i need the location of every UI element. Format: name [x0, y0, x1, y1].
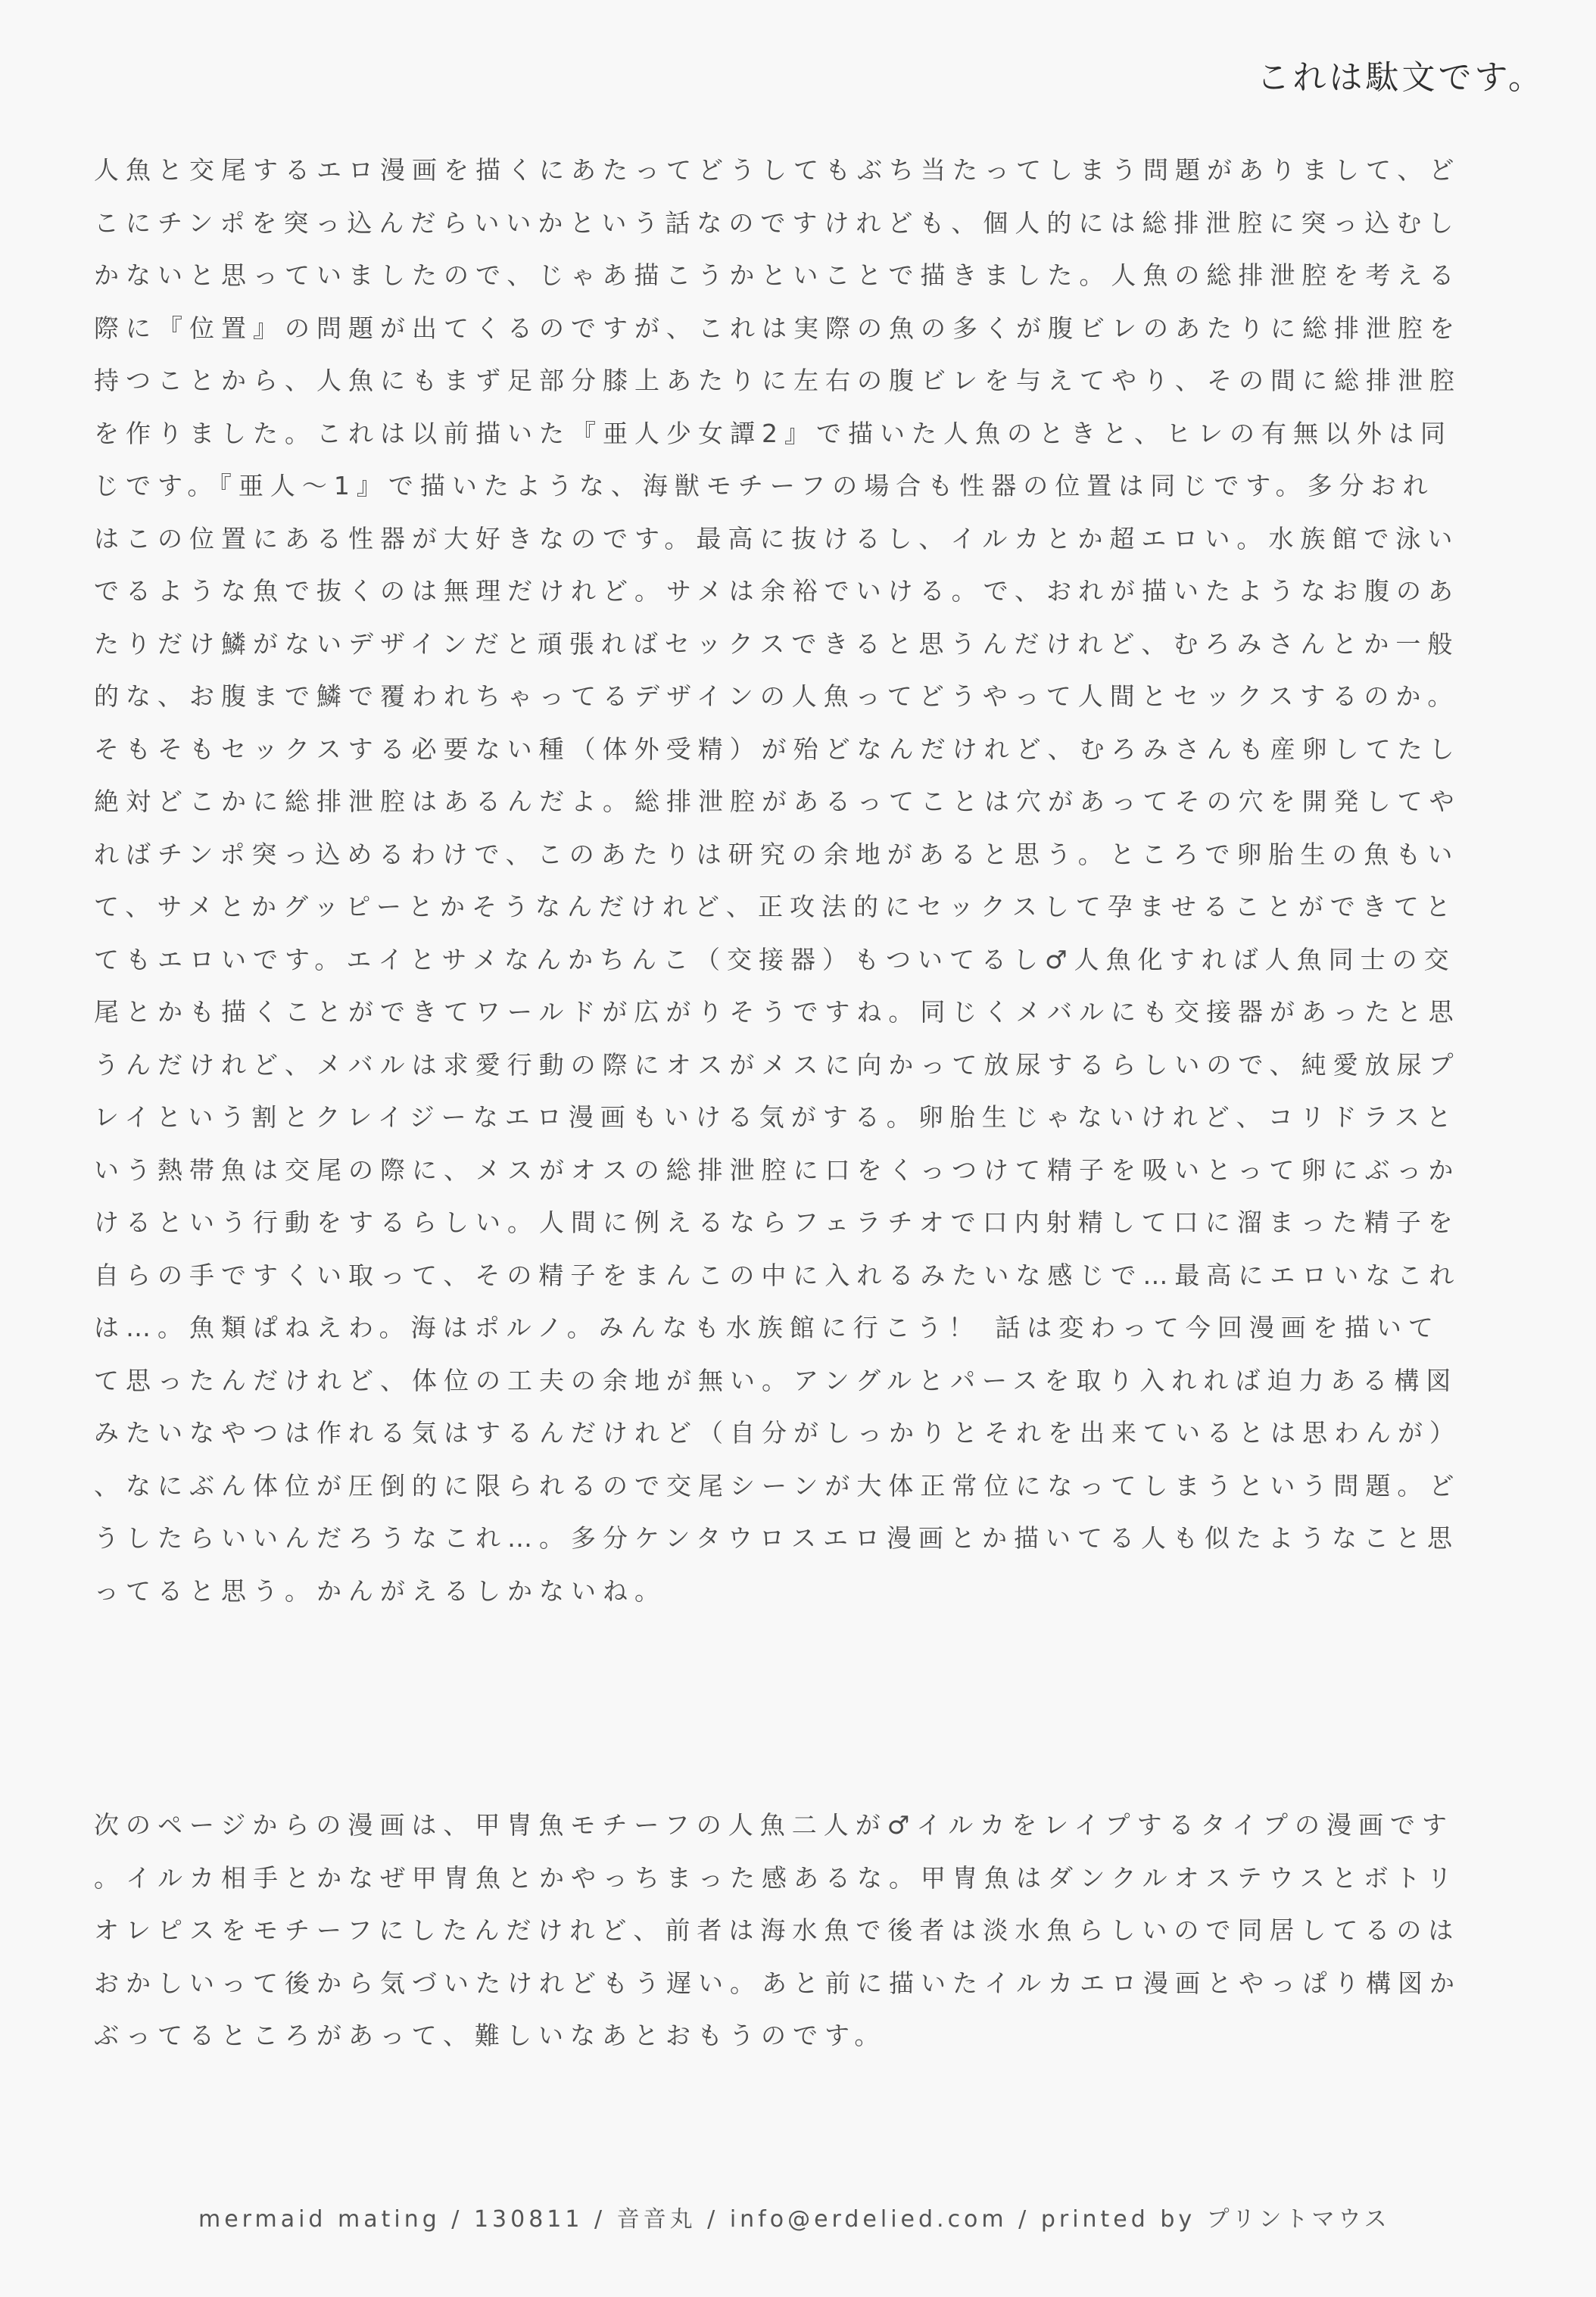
- text-line: ってると思う。かんがえるしかないね。: [94, 1575, 666, 1606]
- text-line: 持つことから、人魚にもまず足部分膝上あたりに左右の腹ビレを与えてやり、その間に総排泄腔: [94, 366, 1461, 395]
- text-line: 的な、お腹まで鱗で覆われちゃってるデザインの人魚ってどうやって人間とセックスするのか。: [94, 681, 1460, 711]
- text-line: でるような魚で抜くのは無理だけれど。サメは余裕でいける。で、おれが描いたようなお腹のあ: [94, 576, 1460, 606]
- text-line: レイという割とクレイジーなエロ漫画もいける気がする。卵胎生じゃないけれど、コリドラスと: [94, 1102, 1458, 1132]
- page-title: これは駄文です。: [1256, 58, 1545, 97]
- text-line: を作りました。これは以前描いた『亜人少女譚2』で描いた人魚のときと、ヒレの有無以外は同: [94, 418, 1452, 448]
- text-line: おかしいって後から気づいたけれどもう遅い。あと前に描いたイルカエロ漫画とやっぱり構図か: [94, 1968, 1461, 1998]
- text-line: 、なにぶん体位が圧倒的に限られるので交尾シーンが大体正常位になってしまうという問題。ど: [94, 1470, 1461, 1501]
- text-line: 。イルカ相手とかなぜ甲冑魚とかやっちまった感あるな。甲冑魚はダンクルオステウスとボトリ: [94, 1862, 1459, 1893]
- text-line: たりだけ鱗がないデザインだと頑張ればセックスできると思うんだけれど、むろみさんとか一般: [94, 628, 1460, 659]
- text-line: はこの位置にある性器が大好きなのです。最高に抜けるし、イルカとか超エロい。水族館で泳い: [94, 523, 1460, 553]
- text-line: ぶってるところがあって、難しいなあとおもうのです。: [94, 2021, 887, 2050]
- text-line: けるという行動をするらしい。人間に例えるならフェラチオで口内射精して口に溜まった精子を: [94, 1208, 1460, 1237]
- text-line: 絶対どこかに総排泄腔はあるんだよ。総排泄腔があるってことは穴があってその穴を開発してや: [94, 787, 1461, 816]
- essay-paragraph-2: [94, 1799, 1517, 2062]
- text-line: て、サメとかグッピーとかそうなんだけれど、正攻法的にセックスして孕ませることができてと: [94, 892, 1457, 921]
- text-line: は…。魚類ぱねえわ。海はポルノ。みんなも水族館に行こう！ 話は変わって今回漫画を描いて: [94, 1313, 1440, 1342]
- text-line: うしたらいいんだろうなこれ…。多分ケンタウロスエロ漫画とか描いてる人も似たようなこと思: [94, 1523, 1460, 1553]
- text-line: 尾とかも描くことができてワールドが広がりそうですね。同じくメバルにも交接器があったと思: [94, 997, 1460, 1027]
- colophon: mermaid mating / 130811 / 音音丸 / info@erdelied.com / printed by プリントマウス: [198, 2206, 1391, 2233]
- text-line: そもそもセックスする必要ない種（体外受精）が殆どなんだけれど、むろみさんも産卵してたし: [94, 734, 1461, 764]
- text-line: こにチンポを突っ込んだらいいかという話なのですけれども、個人的には総排泄腔に突っ込むし: [94, 207, 1460, 238]
- text-line: オレピスをモチーフにしたんだけれど、前者は海水魚で後者は淡水魚らしいので同居してるのは: [94, 1915, 1460, 1945]
- text-line: 次のページからの漫画は、甲冑魚モチーフの人魚二人が♂イルカをレイプするタイプの漫画です: [94, 1810, 1454, 1840]
- text-line: ればチンポ突っ込めるわけで、このあたりは研究の余地があると思う。ところで卵胎生の魚もい: [94, 839, 1460, 869]
- text-line: いう熱帯魚は交尾の際に、メスがオスの総排泄腔に口をくっつけて精子を吸いとって卵にぶっか: [94, 1155, 1460, 1185]
- essay-paragraph-1: [94, 144, 1517, 1617]
- text-line: 際に『位置』の問題が出てくるのですが、これは実際の魚の多くが腹ビレのあたりに総排泄腔を: [94, 313, 1461, 343]
- text-line: 自らの手ですくい取って、その精子をまんこの中に入れるみたいな感じで…最高にエロいなこれ: [94, 1260, 1461, 1290]
- text-line: じです。『亜人～1』で描いたような、海獣モチーフの場合も性器の位置は同じです。多分おれ: [94, 471, 1435, 500]
- text-line: て思ったんだけれど、体位の工夫の余地が無い。アングルとパースを取り入れれば迫力ある構図: [94, 1365, 1458, 1395]
- text-line: うんだけれど、メバルは求愛行動の際にオスがメスに向かって放尿するらしいので、純愛放尿プ: [94, 1049, 1460, 1080]
- text-line: みたいなやつは作れる気はするんだけれど（自分がしっかりとそれを出来ているとは思わんが）: [94, 1418, 1461, 1448]
- text-line: てもエロいです。エイとサメなんかちんこ（交接器）もついてるし♂人魚化すれば人魚同士の交: [94, 944, 1456, 974]
- text-line: 人魚と交尾するエロ漫画を描くにあたってどうしてもぶち当たってしまう問題がありまして、ど: [94, 155, 1461, 185]
- text-line: かないと思っていましたので、じゃあ描こうかといことで描きました。人魚の総排泄腔を考える: [94, 260, 1461, 290]
